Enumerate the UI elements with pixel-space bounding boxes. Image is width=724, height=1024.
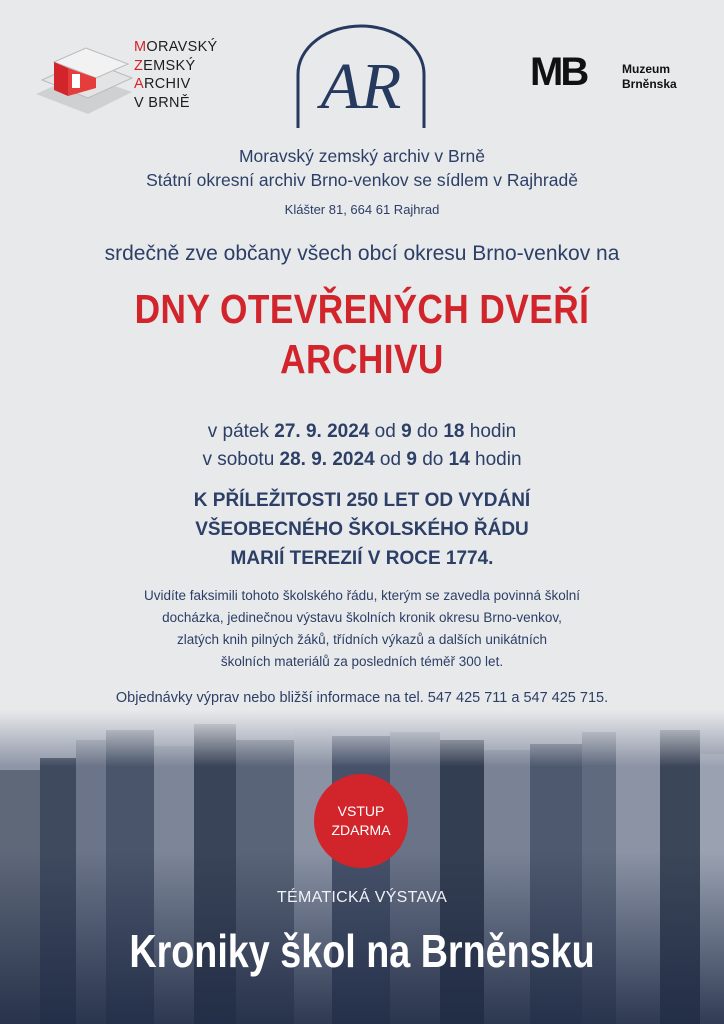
description-line: školních materiálů za posledních téměř 300 let. — [220, 654, 504, 669]
invite-text: srdečně zve občany všech obcí okresu Brno-venkov na — [104, 242, 620, 265]
mza-logo-line — [134, 57, 218, 76]
event-title-line-1: DNY OTEVŘENÝCH DVEŘÍ — [134, 286, 590, 332]
mb-name-line-2: Brněnska — [622, 77, 677, 91]
mb-mark: MB — [530, 50, 587, 94]
occasion-line-3: MARIÍ TEREZIÍ V ROCE 1774. — [230, 548, 494, 569]
muzeum-brnenska-logo — [530, 50, 700, 96]
mza-logo-line — [134, 38, 218, 57]
mza-logo-text — [134, 38, 218, 112]
mza-line-rest: EMSKÝ — [143, 57, 196, 74]
description — [0, 585, 724, 673]
mza-initial: Z — [134, 57, 144, 74]
order-info: Objednávky výprav nebo bližší informace na tel. 547 425 711 a 547 425 715. — [115, 690, 609, 706]
exhibition-title: Kroniky škol na Brněnsku — [129, 925, 595, 977]
mza-logo-line — [134, 75, 218, 94]
date-to: 18 — [443, 421, 465, 442]
date-from: 9 — [401, 421, 412, 442]
badge-line-1: VSTUP — [337, 803, 385, 819]
mb-name — [622, 62, 677, 92]
event-title — [51, 284, 674, 384]
occasion-heading — [0, 486, 724, 573]
date-from-word: od — [374, 449, 407, 470]
mza-line-rest: ORAVSKÝ — [146, 39, 218, 55]
mza-logo-line: V BRNĚ — [134, 94, 190, 111]
description-line: zlatých knih pilných žáků, třídních výkazů a dalších unikátních — [177, 632, 547, 647]
date-from-word: od — [369, 421, 402, 442]
date-value: 27. 9. 2024 — [274, 421, 370, 442]
ar-monogram: AR — [320, 50, 402, 123]
mza-initial: A — [134, 76, 144, 92]
date-to: 14 — [448, 449, 470, 470]
description-line: Uvidíte faksimili tohoto školského řádu, kterým se zavedla povinná školní — [144, 588, 580, 603]
occasion-line-2: VŠEOBECNÉHO ŠKOLSKÉHO ŘÁDU — [195, 519, 529, 540]
event-title-line-2: ARCHIVU — [280, 336, 444, 382]
date-from: 9 — [406, 449, 417, 470]
mza-initial: M — [134, 39, 147, 55]
exhibition-label: TÉMATICKÁ VÝSTAVA — [276, 889, 448, 906]
mb-name-line-1: Muzeum — [622, 62, 670, 76]
event-dates — [0, 418, 724, 474]
org-line-1: Moravský zemský archiv v Brně — [238, 146, 486, 166]
description-line: docházka, jedinečnou výstavu školních kronik okresu Brno-venkov, — [162, 610, 562, 625]
date-to-word: do — [416, 449, 449, 470]
mza-line-rest: RCHIV — [143, 76, 191, 92]
occasion-line-1: K PŘÍLEŽITOSTI 250 LET OD VYDÁNÍ — [193, 490, 531, 511]
date-line — [0, 418, 724, 446]
date-suffix: hodin — [464, 421, 517, 442]
date-line — [0, 446, 724, 474]
date-suffix: hodin — [469, 449, 522, 470]
badge-line-2: ZDARMA — [331, 822, 391, 838]
org-address: Klášter 81, 664 61 Rajhrad — [284, 202, 440, 217]
date-value: 28. 9. 2024 — [279, 449, 375, 470]
free-entry-badge — [314, 774, 408, 868]
date-prefix: v pátek — [207, 421, 275, 442]
ar-arch-logo — [294, 22, 428, 130]
org-line-2: Státní okresní archiv Brno-venkov se sídlem v Rajhradě — [146, 170, 578, 190]
date-prefix: v sobotu — [202, 449, 280, 470]
date-to-word: do — [411, 421, 444, 442]
